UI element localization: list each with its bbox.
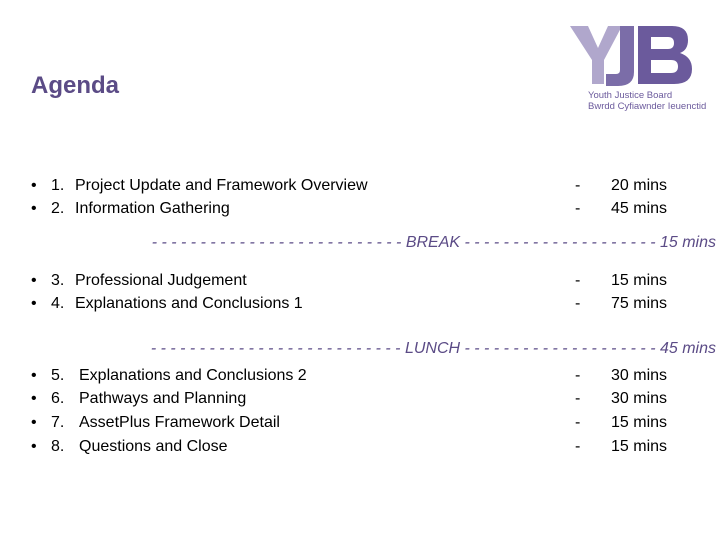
item-dash: - [575, 295, 581, 312]
bullet: • [31, 438, 37, 455]
item-title: Questions and Close [79, 438, 228, 455]
break-separator [0, 231, 720, 255]
logo-text-english: Youth Justice Board [588, 90, 673, 101]
item-dash: - [575, 177, 581, 194]
item-dash: - [575, 200, 581, 217]
item-duration: 75 mins [611, 295, 668, 312]
agenda-item [0, 435, 720, 459]
item-number: 1. [51, 177, 65, 194]
agenda-item [0, 364, 720, 388]
item-duration: 30 mins [611, 367, 668, 384]
item-duration: 15 mins [611, 272, 668, 289]
item-number: 2. [51, 200, 65, 217]
bullet: • [31, 200, 37, 217]
bullet: • [31, 367, 37, 384]
item-duration: 45 mins [611, 200, 668, 217]
item-number: 6. [51, 390, 65, 407]
item-number: 7. [51, 414, 65, 431]
item-number: 8. [51, 438, 65, 455]
agenda-item [0, 411, 720, 435]
bullet: • [31, 177, 37, 194]
item-dash: - [575, 390, 581, 407]
lunch-label: - - - - - - - - - - - - - - - - - - - - - - - - - - LUNCH - - - - - - - - - - - - - - - - - - - - 45 mins [150, 340, 716, 357]
bullet: • [31, 272, 37, 289]
agenda-item [0, 269, 720, 293]
item-duration: 20 mins [611, 177, 668, 194]
agenda-item [0, 292, 720, 316]
item-title: Project Update and Framework Overview [75, 177, 368, 194]
yjb-logo-mark [568, 22, 708, 92]
bullet: • [31, 390, 37, 407]
item-duration: 15 mins [611, 414, 668, 431]
item-dash: - [575, 272, 581, 289]
lunch-separator [0, 337, 720, 361]
item-duration: 30 mins [611, 390, 668, 407]
break-label: - - - - - - - - - - - - - - - - - - - - - - - - - - BREAK - - - - - - - - - - - - - - - - - - - - 15 mins [151, 234, 716, 251]
item-dash: - [575, 367, 581, 384]
item-dash: - [575, 414, 581, 431]
logo-text-welsh: Bwrdd Cyfiawnder Ieuenctid [588, 101, 707, 112]
item-number: 4. [51, 295, 65, 312]
bullet: • [31, 414, 37, 431]
item-title: Pathways and Planning [79, 390, 247, 407]
item-dash: - [575, 438, 581, 455]
item-title: Explanations and Conclusions 2 [79, 367, 307, 384]
agenda-item [0, 387, 720, 411]
agenda-item [0, 197, 720, 221]
item-title: AssetPlus Framework Detail [79, 414, 280, 431]
page-title: Agenda [31, 72, 120, 99]
item-number: 3. [51, 272, 65, 289]
bullet: • [31, 295, 37, 312]
item-duration: 15 mins [611, 438, 668, 455]
item-title: Explanations and Conclusions 1 [75, 295, 303, 312]
yjb-logo [568, 22, 708, 114]
item-title: Information Gathering [75, 200, 230, 217]
item-number: 5. [51, 367, 65, 384]
item-title: Professional Judgement [75, 272, 247, 289]
agenda-item [0, 174, 720, 198]
